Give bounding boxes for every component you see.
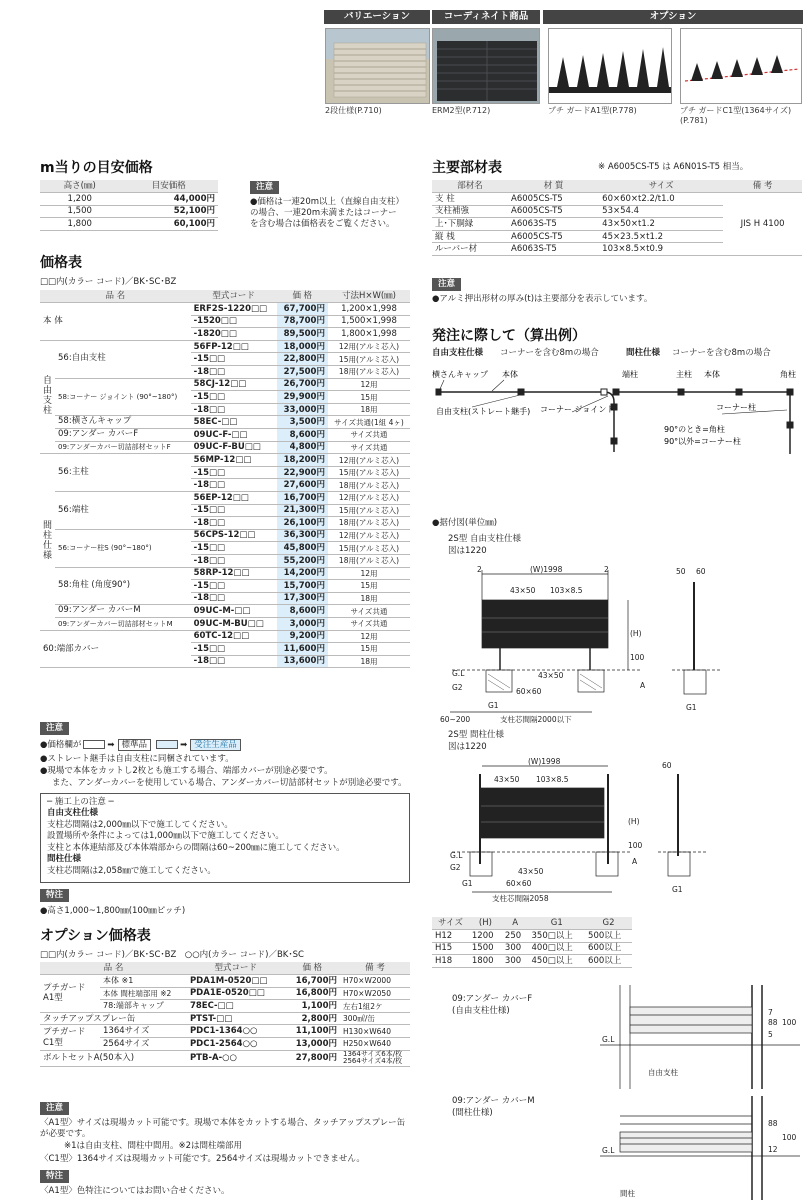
undercover-f-sub: (自由支柱仕様) bbox=[452, 1006, 510, 1016]
drawing-mabashira-side bbox=[658, 756, 718, 906]
spike-guard-a1-image bbox=[549, 29, 672, 104]
caption-coordinate: ERM2型(P.712) bbox=[432, 106, 491, 115]
dim2-rail: 43×50 bbox=[494, 775, 520, 784]
table-row: 56:端柱 56EP-12□□ 16,700円 12用(アルミ芯入) bbox=[40, 492, 410, 505]
table-row: 本体 間柱端部用 ※2 PDA1E-0520□□ 16,800円 H70×W2050 bbox=[40, 987, 410, 1000]
uc-m-d3: 12 bbox=[768, 1145, 778, 1154]
table-row: 09:アンダー カバーM 09UC-M-□□ 8,600円 サイズ共通 bbox=[40, 605, 410, 618]
dim2-h: (H) bbox=[628, 817, 640, 826]
dim-louver: 103×8.5 bbox=[550, 586, 583, 595]
table-row: -18□□ 17,300円 18用 bbox=[40, 592, 410, 605]
note-line-2: ●ストレート継手は自由支柱に同梱されています。 bbox=[40, 754, 234, 764]
option-color-note: □□内(カラー コード)／BK･SC･BZ ○○内(カラー コード)／BK･SC bbox=[40, 950, 304, 960]
uc-m-d2: 100 bbox=[782, 1133, 797, 1142]
label-corner: コーナー ジョイント bbox=[540, 405, 615, 414]
table-row: ボルトセットA(50本入) PTB-A-○○ 27,800円 1364サイズ6本/枚 2564サイズ4本/枚 bbox=[40, 1050, 410, 1066]
dim2-louver: 103×8.5 bbox=[536, 775, 569, 784]
option-photo-a1 bbox=[548, 28, 672, 104]
label-not90: 90°以外=コーナー柱 bbox=[664, 437, 741, 446]
variation-photo bbox=[325, 28, 430, 104]
price-table-title: 価格表 bbox=[40, 255, 82, 271]
table-row: -15□□ 15,700円 15用 bbox=[40, 580, 410, 593]
caption-c1: プチ ガードC1型(1364サイズ) bbox=[680, 106, 792, 115]
table-row: 09:アンダーカバー切詰部材セットM 09UC-M-BU□□ 3,000円 サイズ共通 bbox=[40, 617, 410, 630]
label-gl: G.L bbox=[452, 669, 465, 678]
dim-h: (H) bbox=[630, 629, 642, 638]
undercover-f-title: 09:アンダー カバーF bbox=[452, 994, 533, 1004]
standard-swatch bbox=[83, 740, 105, 749]
variation-header: バリエーション bbox=[324, 10, 430, 24]
side-g1: G1 bbox=[686, 703, 697, 712]
materials-note-tag: 注意 bbox=[432, 278, 461, 291]
table-row: 1,200 44,000円 bbox=[40, 193, 218, 206]
drawing1-title: 2S型 自由支柱仕様 bbox=[448, 534, 522, 544]
table-row: 58:角柱 (角度90°) 58RP-12□□ 14,200円 12用 bbox=[40, 567, 410, 580]
coordinate-header: コーディネイト商品 bbox=[432, 10, 540, 24]
order-right-sub: コーナーを含む8mの場合 bbox=[672, 348, 771, 358]
label-main-post: 主柱 bbox=[676, 370, 692, 379]
dim-side-60: 60 bbox=[696, 567, 706, 576]
foundation-table: サイズ (H) A G1 G2 H12 1200 250 350□以上 500以上 H15 1500 300 400□以上 600以上 H18 1800 300 450□以上 600以上 bbox=[432, 917, 632, 968]
order-swatch bbox=[156, 740, 178, 749]
label-g2: G2 bbox=[452, 683, 463, 692]
uc-f-gl: G.L bbox=[602, 1035, 615, 1044]
legend-line: ●価格欄が ➡ 標準品 ➡ 受注生産品 bbox=[40, 740, 410, 751]
box-title: ─ 施工上の注意 ─ bbox=[47, 797, 114, 807]
dim2-width: (W)1998 bbox=[528, 757, 561, 766]
uc-f-post: 自由支柱 bbox=[648, 1068, 678, 1077]
table-row: 56:コーナー柱S (90°~180°) 56CPS-12□□ 36,300円 12用(アルミ芯入) bbox=[40, 529, 410, 542]
table-row: 自由支柱 56:自由支柱 56FP-12□□ 18,000円 12用(アルミ芯入) bbox=[40, 340, 410, 353]
option-photo-c1 bbox=[680, 28, 802, 104]
dim-gap-right: 2 bbox=[604, 565, 609, 574]
label-square-post: 角柱 bbox=[780, 370, 796, 379]
meter-note-tag: 注意 bbox=[250, 181, 279, 194]
dim-span1: 支柱芯間隔2000以下 bbox=[500, 715, 572, 724]
option-header: オプション bbox=[543, 10, 803, 24]
uc-f-d4: 5 bbox=[768, 1030, 773, 1039]
label-cap: 横さんキャップ bbox=[432, 370, 488, 379]
special-order-note: ●高さ1,000~1,800㎜(100㎜ピッチ) bbox=[40, 906, 186, 916]
table-row: -15□□ 45,800円 15用(アルミ芯入) bbox=[40, 542, 410, 555]
table-row: 上･下胴縁 A6063S-T5 43×50×t1.2 bbox=[432, 218, 802, 231]
table-row: H18 1800 300 450□以上 600以上 bbox=[432, 955, 632, 968]
construction-notes-box: ─ 施工上の注意 ─ 自由支柱仕様 支柱芯間隔は2,000㎜以下で施工してください。 設置場所や条件によっては1,000㎜以下で施工してください。 支柱と本体連結部及び本体端部からの間隔は60~200㎜に施工してください。 間柱仕様 支柱芯間隔は2,058㎜で施工してください。 bbox=[40, 793, 410, 883]
box-heading-mabashira: 間柱仕様 bbox=[47, 854, 82, 865]
materials-note: ●アルミ押出形材の厚み(t)は主要部分を表示しています。 bbox=[432, 294, 653, 304]
undercover-m-sub: (間柱仕様) bbox=[452, 1108, 493, 1118]
table-row: -1820□□ 89,500円 1,800×1,998 bbox=[40, 328, 410, 341]
table-row: プチガード C1型 1364サイズ PDC1-1364○○ 11,100円 H130×W640 bbox=[40, 1025, 410, 1038]
table-row: -18□□ 27,600円 18用(アルミ芯入) bbox=[40, 479, 410, 492]
label-body-2: 本体 bbox=[704, 370, 720, 379]
option-special-tag: 特注 bbox=[40, 1170, 69, 1183]
dim2-100: 100 bbox=[628, 841, 643, 850]
table-row: -1520□□ 78,700円 1,500×1,998 bbox=[40, 315, 410, 328]
dim-100: 100 bbox=[630, 653, 645, 662]
dim2-span: 支柱芯間隔2058 bbox=[492, 894, 549, 903]
option-note-tag: 注意 bbox=[40, 1102, 69, 1115]
uc-m-post: 間柱 bbox=[620, 1189, 635, 1198]
materials-table: 部材名 材 質 サイズ 備 考 支 柱 A6005CS-T5 60×60×t2.2/t1.0 JIS H 4100 支柱補強 A6005CS-T5 53×54.4 上･下胴縁 A6063S-T5 43×50×t1.2 縦 桟 A6005CS-T5 45×23.5×t1.2 ルーバー材 A6063S-T5 103×8.5×t0.9 bbox=[432, 180, 802, 256]
uc-f-d3: 100 bbox=[782, 1018, 797, 1027]
meter-price-title: m当りの目安価格 bbox=[40, 160, 153, 176]
uc-m-d1: 88 bbox=[768, 1119, 778, 1128]
table-row: 09:アンダーカバー切詰部材セットF 09UC-F-BU□□ 4,800円 サイズ共通 bbox=[40, 441, 410, 454]
table-row: プチガード A1型 本体 ※1 PDA1M-0520□□ 16,700円 H70×W2000 bbox=[40, 975, 410, 988]
table-row: ルーバー材 A6063S-T5 103×8.5×t0.9 bbox=[432, 243, 802, 256]
dim2-a: A bbox=[632, 857, 638, 866]
table-row: 58:コーナー ジョイント (90°~180°) 58CJ-12□□ 26,700円 12用 bbox=[40, 378, 410, 391]
label2-g1: G1 bbox=[462, 879, 473, 888]
caption-c1-page: (P.781) bbox=[680, 116, 708, 125]
table-row: -18□□ 13,600円 18用 bbox=[40, 655, 410, 668]
dim-range: 60~200 bbox=[440, 715, 471, 724]
dim-post: 60×60 bbox=[516, 687, 542, 696]
option-note-2: ※1は自由支柱、間柱中間用。※2は間柱端部用 bbox=[64, 1141, 243, 1151]
drawing1-sub: 図は1220 bbox=[448, 546, 487, 556]
table-row: 間柱仕様 56:主柱 56MP-12□□ 18,200円 12用(アルミ芯入) bbox=[40, 454, 410, 467]
meter-price-table bbox=[40, 180, 218, 231]
table-row: -15□□ 22,900円 15用(アルミ芯入) bbox=[40, 466, 410, 479]
dim-width: (W)1998 bbox=[530, 565, 563, 574]
table-row: -15□□ 29,900円 15用 bbox=[40, 391, 410, 404]
gate-black-image bbox=[433, 29, 540, 104]
box-heading-jiyu: 自由支柱仕様 bbox=[47, 808, 99, 819]
order-diagram bbox=[432, 362, 807, 462]
drawing2-sub: 図は1220 bbox=[448, 742, 487, 752]
option-note-1: 〈A1型〉サイズは現場カット可能です。現場で本体をカットする場合、タッチアップスプレー缶が必要です。 bbox=[40, 1118, 406, 1140]
option-note-4: 〈A1型〉色特注についてはお問い合せください。 bbox=[40, 1186, 230, 1196]
price-table bbox=[40, 290, 410, 668]
jiyu-layout-diagram bbox=[436, 380, 617, 452]
table-row: H15 1500 300 400□以上 600以上 bbox=[432, 942, 632, 955]
dim2-post: 60×60 bbox=[506, 879, 532, 888]
label-90: 90°のとき=角柱 bbox=[664, 425, 725, 434]
undercover-m-title: 09:アンダー カバーM bbox=[452, 1096, 535, 1106]
undercover-f-drawing bbox=[600, 985, 805, 1090]
order-right-head: 間柱仕様 bbox=[626, 348, 661, 358]
uc-f-d1: 7 bbox=[768, 1008, 773, 1017]
meter-header-height: 高さ(㎜) bbox=[40, 180, 119, 193]
option-price-table: 品 名 型式コード 価 格 備 考 プチガード A1型 本体 ※1 PDA1M-0520□□ 16,700円 H70×W2000 本体 間柱端部用 ※2 PDA1E-0520□□ 16,800円 H70×W2050 78:端部キャップ 78EC-□□ 1,100円 左右1組2ケ タッチアップスプレー缶 PTST-□□ 2,800円 300㎖/缶 プチガード C1型 1364サイズ PDC1-1364○○ 11,100円 H130×W640 2564サイズ PDC1-2564○○ 13,000円 H250×W640 ボルトセットA(50本入) PTB-A-○○ 27,800円 1364サイズ6本/枚 2564サイズ4本/枚 bbox=[40, 962, 410, 1067]
table-row: 58:横さんキャップ 58EC-□□ 3,500円 サイズ共通(1組 4ヶ) bbox=[40, 416, 410, 429]
spike-guard-c1-image bbox=[681, 29, 802, 104]
price-grid: 品 名 型式コード 価 格 寸法H×W(㎜) 本 体 ERF2S-1220□□ 67,700円 1,200×1,998 -1520□□ 78,700円 1,500×1,998 -1820□□ 89,500円 1,800×1,998 自由支柱 56:自由支柱 56FP-12□□ 18,000円 12用(アルミ芯入) -15□□ 22,800円 15用(アルミ芯入) -18□□ 27,500円 18用(アルミ芯入) 58:コーナー ジョイント (90°~180°) 58CJ-12□□ 26,700円 12用 -15□□ 29,900円 15用 -18□□ 33,000円 18用 58:横さんキャップ 58EC-□□ 3,500円 サイズ共通(1組 4ヶ) 09:アンダー カバーF 09UC-F-□□ 8,600円 サイズ共通 09:アンダーカバー切詰部材セットF 09UC-F-BU□□ 4,800円 サイズ共通 間柱仕様 56:主柱 56MP-12□□ 18,200円 12用(アルミ芯入) -15□□ 22,900円 15用(アルミ芯入) -18□□ 27,600円 18用(アルミ芯入) 56:端柱 56EP-12□□ 16,700円 12用(アルミ芯入) -15□□ 21,300円 15用(アルミ芯入) -18□□ 26,100円 18用(アルミ芯入) 56:コーナー柱S (90°~180°) 56CPS-12□□ 36,300円 12用(アルミ芯入) -15□□ 45,800円 15用(アルミ芯入) -18□□ 55,200円 18用(アルミ芯入) 58:角柱 (角度90°) 58RP-12□□ 14,200円 12用 -15□□ 15,700円 15用 -18□□ 17,300円 18用 09:アンダー カバーM 09UC-M-□□ 8,600円 サイズ共通 09:アンダーカバー切詰部材セットM 09UC-M-BU□□ 3,000円 サイズ共通 60:端部カバー 60TC-12□□ 9,200円 12用 -15□□ 11,600円 15用 -18□□ 13,600円 18用 bbox=[40, 290, 410, 668]
side2-g1: G1 bbox=[672, 885, 683, 894]
table-row: 支柱補強 A6005CS-T5 53×54.4 bbox=[432, 205, 802, 218]
option-note-3: 〈C1型〉1364サイズは現場カット可能です。2564サイズは現場カットできません。 bbox=[40, 1154, 365, 1164]
special-order-tag: 特注 bbox=[40, 889, 69, 902]
table-row: -18□□ 55,200円 18用(アルミ芯入) bbox=[40, 554, 410, 567]
dim-a: A bbox=[640, 681, 646, 690]
notes-tag: 注意 bbox=[40, 722, 69, 735]
option-table-title: オプション価格表 bbox=[40, 928, 151, 944]
note-line-4: また、アンダーカバーを使用している場合、アンダーカバー切詰部材セットが別途必要です。 bbox=[52, 778, 407, 788]
materials-subnote: ※ A6005CS-T5 は A6N01S-T5 相当。 bbox=[598, 162, 749, 172]
price-color-note: □□内(カラー コード)／BK･SC･BZ bbox=[40, 277, 177, 287]
table-row: タッチアップスプレー缶 PTST-□□ 2,800円 300㎖/缶 bbox=[40, 1012, 410, 1025]
dim2-rail-foot: 43×50 bbox=[518, 867, 544, 876]
label2-gl: G.L bbox=[450, 851, 463, 860]
dim-gap-left: 2 bbox=[477, 565, 482, 574]
table-row: -18□□ 26,100円 18用(アルミ芯入) bbox=[40, 517, 410, 530]
uc-m-gl: G.L bbox=[602, 1146, 615, 1155]
table-row: 78:端部キャップ 78EC-□□ 1,100円 左右1組2ケ bbox=[40, 1000, 410, 1013]
drawing-jiyu-side bbox=[672, 562, 732, 722]
fence-beige-image bbox=[326, 29, 430, 104]
note-line-3: ●現場で本体をカットし2枚とも施工する場合、端部カバーが別途必要です。 bbox=[40, 766, 333, 776]
table-row: H12 1200 250 350□以上 500以上 bbox=[432, 930, 632, 943]
install-title: ●据付図(単位㎜) bbox=[432, 518, 498, 528]
drawing2-title: 2S型 間柱仕様 bbox=[448, 730, 505, 740]
dim-rail: 43×50 bbox=[510, 586, 536, 595]
table-row: 1,500 52,100円 bbox=[40, 205, 218, 218]
table-row: 60:端部カバー 60TC-12□□ 9,200円 12用 bbox=[40, 630, 410, 643]
table-row: -18□□ 33,000円 18用 bbox=[40, 403, 410, 416]
coordinate-photo bbox=[432, 28, 540, 104]
meter-note: ●価格は一連20m以上（直線自由支柱）の場合、一連20m未満またはコーナーを含む場合は価格表をご覧ください。 bbox=[250, 197, 400, 230]
label-end-post: 端柱 bbox=[622, 370, 638, 379]
caption-variation: 2段仕様(P.710) bbox=[325, 106, 382, 115]
table-row: -18□□ 27,500円 18用(アルミ芯入) bbox=[40, 366, 410, 379]
table-row: 縦 桟 A6005CS-T5 45×23.5×t1.2 bbox=[432, 230, 802, 243]
table-row: -15□□ 22,800円 15用(アルミ芯入) bbox=[40, 353, 410, 366]
caption-a1: プチ ガードA1型(P.778) bbox=[548, 106, 637, 115]
table-row: 支 柱 A6005CS-T5 60×60×t2.2/t1.0 JIS H 4100 bbox=[432, 193, 802, 206]
dim2-side-60: 60 bbox=[662, 761, 672, 770]
uc-f-d2: 88 bbox=[768, 1018, 778, 1027]
materials-title: 主要部材表 bbox=[432, 160, 502, 176]
order-left-head: 自由支柱仕様 bbox=[432, 348, 484, 358]
label-corner-post: コーナー柱 bbox=[716, 403, 756, 412]
label-g1: G1 bbox=[488, 701, 499, 710]
order-title: 発注に際して（算出例） bbox=[432, 328, 586, 344]
order-left-sub: コーナーを含む8mの場合 bbox=[500, 348, 599, 358]
undercover-m-drawing bbox=[600, 1096, 805, 1201]
meter-header-price: 目安価格 bbox=[119, 180, 218, 193]
table-row: -15□□ 21,300円 15用(アルミ芯入) bbox=[40, 504, 410, 517]
table-row: 1,800 60,100円 bbox=[40, 218, 218, 231]
dim-side-50: 50 bbox=[676, 567, 686, 576]
table-row: 2564サイズ PDC1-2564○○ 13,000円 H250×W640 bbox=[40, 1038, 410, 1051]
dim-foot-rail: 43×50 bbox=[538, 671, 564, 680]
label-body: 本体 bbox=[502, 370, 518, 379]
label2-g2: G2 bbox=[450, 863, 461, 872]
table-row: 本 体 ERF2S-1220□□ 67,700円 1,200×1,998 bbox=[40, 303, 410, 316]
label-jiyu: 自由支柱(ストレート継手) bbox=[436, 407, 531, 416]
table-row: 09:アンダー カバーF 09UC-F-□□ 8,600円 サイズ共通 bbox=[40, 429, 410, 442]
table-row: -15□□ 11,600円 15用 bbox=[40, 643, 410, 656]
